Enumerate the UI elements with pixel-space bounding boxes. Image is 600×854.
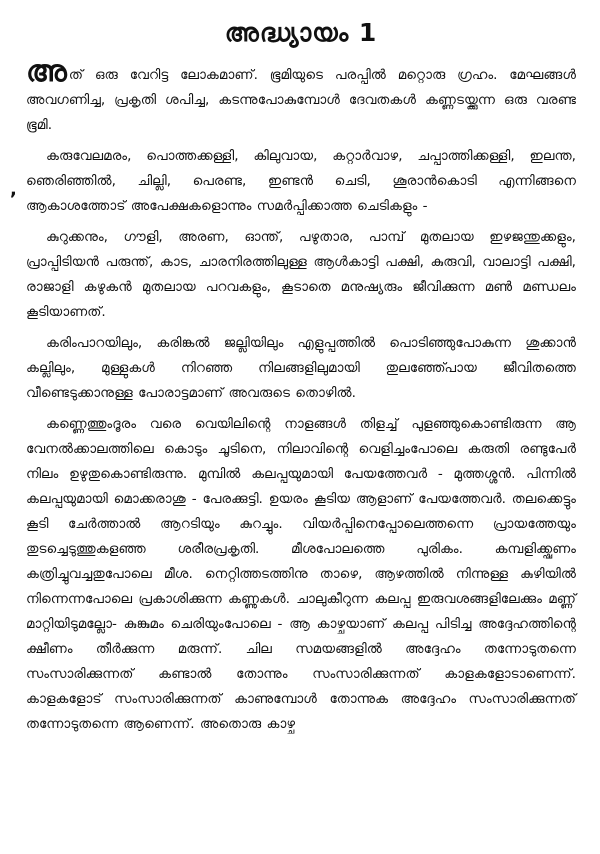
- paragraph-1: [26, 54, 576, 138]
- chapter-title: അദ്ധ്യായം 1: [224, 18, 378, 47]
- margin-mark: ,: [10, 179, 17, 200]
- paragraph-2: കരുവേലമരം, പൊത്തക്കള്ളി, കിലുവായ, കറ്റാർവാഴ, ചപ്പാത്തിക്കള്ളി, ഇലന്ത, ഞെരിഞ്ഞിൽ, ചില്ലി, പെരണ്ട, ഇണ്ടൻ ചെടി, ശൂരാൻകൊടി എന്നിങ്ങനെ ആകാശത്തോട് അപേക്ഷകളൊന്നും സമർപ്പിക്കാത്ത ചെടികളും -: [26, 148, 576, 214]
- paragraph-3: കുറുക്കനും, ഗൗളി, അരണ, ഓന്ത്, പഴുതാര, പാമ്പ് മുതലായ ഇഴജന്തുക്കളും, പ്രാപ്പിടിയൻ പരുന്ത്, കാട, ചാരനിരത്തിലുള്ള ആൾകാട്ടി പക്ഷി, കുരുവി, വാലാട്ടി പക്ഷി, രാജാളി കഴുകൻ മുതലായ പറവകളും, കൂടാതെ മനുഷ്യരും ജീവിക്കുന്ന മൺ മണ്ഡലം കൂടിയാണത്.: [26, 229, 576, 320]
- paragraph-4: കരിംപാറയിലും, കരിങ്കൽ ജല്ലിയിലും എളുപ്പത്തിൽ പൊടിഞ്ഞുപോകുന്ന ശുക്കാൻ കല്ലിലും, മുള്ളുകൾ നിറഞ്ഞ നിലങ്ങളിലുമായി തുലഞ്ഞ്പോയ ജീവിതത്തെ വീണ്ടെടുക്കാനുള്ള പോരാട്ടമാണ് അവരുടെ തൊഴിൽ.: [26, 335, 576, 401]
- paragraph-5: കണ്ണെത്തുംദൂരം വരെ വെയിലിന്റെ നാളങ്ങൾ തിളച്ച് പുളഞ്ഞുകൊണ്ടിരുന്ന ആ വേനൽക്കാലത്തിലെ കൊടും ചൂടിനെ, നിലാവിന്റെ വെളിച്ചംപോലെ കരുതി രണ്ടുപേർ നിലം ഉഴുതുകൊണ്ടിരുന്നു. മുമ്പിൽ കലപ്പയുമായി പേയത്തേവർ - മുത്തശ്ശൻ. പിന്നിൽ കലപ്പയുമായി മൊക്കരാശു - പേരക്കുട്ടി. ഉയരം കൂടിയ ആളാണ് പേയത്തേവർ. തലക്കെട്ടും കൂടി ചേർത്താൽ ആറടിയും കുറച്ചും. വിയർപ്പിനെപ്പോലെത്തന്നെ പ്രായത്തേയും തുടച്ചെടുത്തുകളഞ്ഞ ശരീരപ്രകൃതി. മീശപോലത്തെ പുരികം. കമ്പളിക്ക്ഷണം കത്രിച്ചുവച്ചതുപോലെ മീശ. നെറ്റിത്തടത്തിനു താഴെ, ആഴത്തിൽ നിന്നുള്ള കുഴിയിൽ നിന്നെന്നപോലെ പ്രകാശിക്കുന്ന കണ്ണുകൾ. ചാലുകീറുന്ന കലപ്പ ഇരുവശങ്ങളിലേക്കും മണ്ണ് മാറ്റിയിടുമല്ലോ- കുങ്കുമം ചെരിയുംപോലെ - ആ കാഴ്ചയാണ് കലപ്പ പിടിച്ച അദ്ദേഹത്തിന്റെ ക്ഷീണം തീർക്കുന്ന മരുന്ന്. ചില സമയങ്ങളിൽ അദ്ദേഹം തന്നോടുതന്നെ സംസാരിക്കുന്നത് കണ്ടാൽ തോന്നും സംസാരിക്കുന്നത് കാളകളോടാണെന്ന്. കാളകളോട് സംസാരിക്കുന്നത് കാണുമ്പോൾ തോന്നുക അദ്ദേഹം സംസാരിക്കുന്നത് തന്നോടുതന്നെ ആണെന്ന്. അതൊരു കാഴ്ച: [26, 416, 576, 732]
- paragraph-1-text: ത് ഒരു വേറിട്ട ലോകമാണ്. ഭൂമിയുടെ പരപ്പിൽ മറ്റൊരു ഗ്രഹം. മേഘങ്ങൾ അവഗണിച്ച, പ്രകൃതി ശപിച്ച, കടന്നുപോകുമ്പോൾ ദേവതകൾ കണ്ണടയ്ക്കുന്ന ഒരു വരണ്ട ഭൂമി.: [26, 67, 576, 133]
- drop-cap: അ: [26, 54, 67, 89]
